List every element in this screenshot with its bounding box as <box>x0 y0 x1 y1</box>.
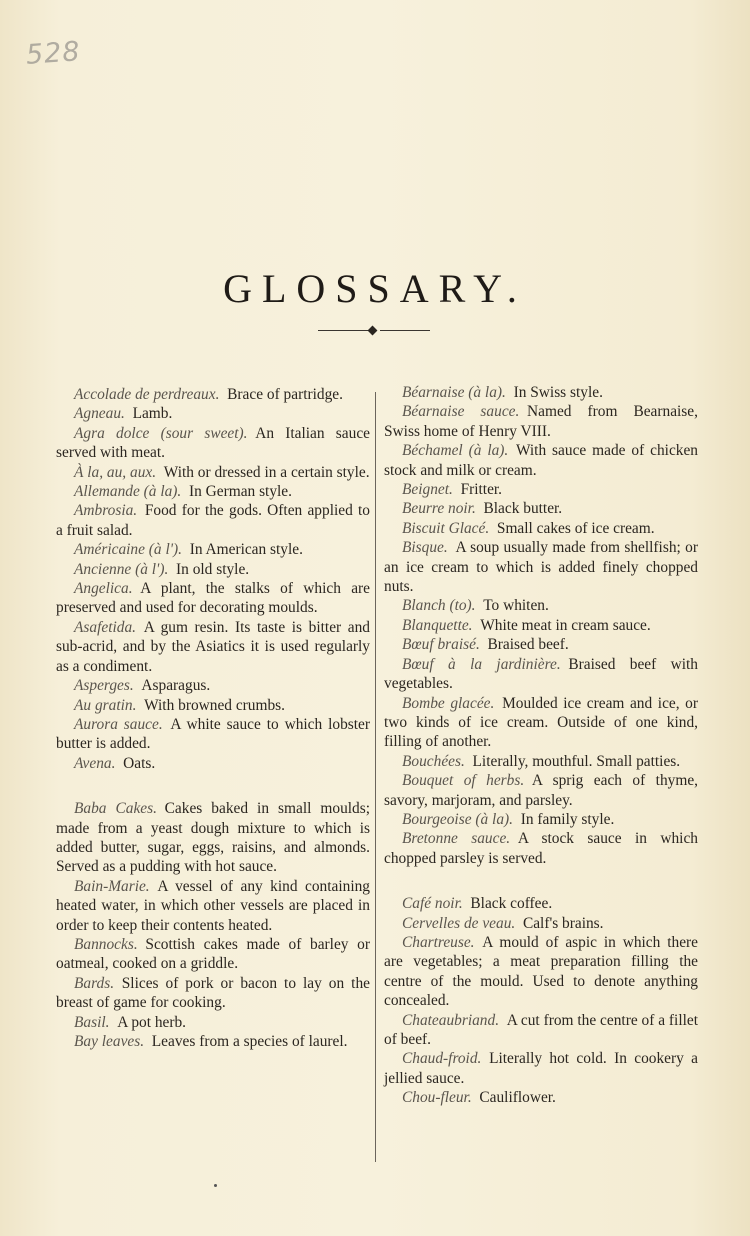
glossary-term: Bannocks. <box>74 935 138 953</box>
glossary-term: Avena. <box>74 754 116 772</box>
column-divider <box>375 392 376 1162</box>
glossary-term: Chaud-froid. <box>402 1050 482 1068</box>
glossary-entry <box>56 385 370 404</box>
glossary-definition: With or dressed in a certain style. <box>163 463 370 481</box>
glossary-entry <box>384 383 698 402</box>
glossary-entry <box>56 676 370 695</box>
glossary-term: Blanch (to). <box>402 597 476 615</box>
section-gap <box>384 868 698 894</box>
glossary-term: Bretonne sauce. <box>402 830 511 848</box>
glossary-term: Basil. <box>74 1013 110 1031</box>
left-section-b <box>56 799 370 1051</box>
glossary-definition: Brace of partridge. <box>227 386 343 403</box>
ornament-line-right <box>380 330 430 331</box>
glossary-definition: With browned crumbs. <box>144 696 285 714</box>
glossary-term: Bouchées. <box>402 752 465 770</box>
glossary-term: Au gratin. <box>74 696 137 714</box>
glossary-entry <box>384 480 698 499</box>
glossary-definition: A vessel of any kind containing heated water, in which other vessels are placed in order to keep their contents heated. <box>56 877 370 934</box>
glossary-term: Béarnaise (à la). <box>402 384 506 401</box>
page-title: GLOSSARY. <box>223 265 527 311</box>
glossary-term: Café noir. <box>402 895 463 913</box>
glossary-term: À la, au, aux. <box>74 463 157 481</box>
glossary-definition: Braised beef. <box>487 636 569 654</box>
glossary-term: Accolade de perdreaux. <box>74 386 220 403</box>
glossary-definition: Fritter. <box>460 481 503 499</box>
ornament-line-left <box>318 330 368 331</box>
glossary-term: Chartreuse. <box>402 933 475 951</box>
glossary-term: Béarnaise sauce. <box>402 403 520 421</box>
glossary-term: Beurre noir. <box>402 500 476 518</box>
glossary-term: Bisque. <box>402 539 448 557</box>
glossary-term: Chateaubriand. <box>402 1011 500 1029</box>
glossary-definition: Calf's brains. <box>522 914 604 932</box>
glossary-entry <box>56 463 370 482</box>
glossary-entry <box>56 618 370 676</box>
glossary-term: Bards. <box>74 974 115 992</box>
glossary-entry <box>56 715 370 754</box>
glossary-term: Cervelles de veau. <box>402 914 516 932</box>
glossary-definition: Leaves from a species of laurel. <box>151 1033 348 1050</box>
glossary-definition: White meat in cream sauce. <box>480 616 651 634</box>
glossary-definition: Asparagus. <box>141 677 211 695</box>
glossary-definition: Food for the gods. Often applied to a fruit salad. <box>56 502 370 539</box>
glossary-entry <box>384 914 698 933</box>
glossary-definition: A pot herb. <box>117 1013 187 1031</box>
glossary-term: Blanquette. <box>402 616 473 634</box>
glossary-entry <box>384 1088 698 1107</box>
glossary-term: Asperges. <box>74 677 134 695</box>
glossary-entry <box>384 538 698 596</box>
right-column <box>384 383 698 1108</box>
glossary-entry <box>384 894 698 913</box>
glossary-definition: In American style. <box>189 541 303 559</box>
glossary-term: Béchamel (à la). <box>402 442 509 460</box>
glossary-definition: A stock sauce in which chopped parsley is served. <box>384 830 698 867</box>
glossary-definition: A soup usually made from shellfish; or an ice cream to which is added finely chopped nuts. <box>384 539 698 596</box>
glossary-entry <box>384 402 698 441</box>
glossary-term: Aurora sauce. <box>74 715 163 733</box>
page-number: 528 <box>24 36 82 71</box>
glossary-entry <box>384 655 698 694</box>
glossary-definition: Black coffee. <box>470 895 553 913</box>
glossary-term: Américaine (à l'). <box>74 541 182 559</box>
glossary-definition: A cut from the centre of a fillet of beef. <box>384 1011 698 1048</box>
glossary-definition: In old style. <box>176 560 250 578</box>
glossary-entry <box>384 596 698 615</box>
glossary-term: Asafetida. <box>74 618 136 636</box>
glossary-definition: Oats. <box>123 754 156 772</box>
glossary-entry <box>384 441 698 480</box>
glossary-entry <box>56 799 370 877</box>
glossary-definition: With sauce made of chicken stock and milk or cream. <box>384 442 698 479</box>
glossary-entry <box>384 635 698 654</box>
glossary-term: Biscuit Glacé. <box>402 519 490 537</box>
glossary-entry <box>384 810 698 829</box>
glossary-term: Baba Cakes. <box>74 800 157 818</box>
glossary-term: Allemande (à la). <box>74 483 182 501</box>
glossary-term: Bœuf à la jardinière. <box>402 655 561 673</box>
glossary-term: Bain-Marie. <box>74 877 150 895</box>
left-section-a <box>56 385 370 773</box>
glossary-entry <box>56 560 370 579</box>
section-gap <box>56 773 370 799</box>
right-section-b <box>384 383 698 868</box>
glossary-term: Agra dolce (sour sweet). <box>74 424 248 442</box>
glossary-definition: Cauliflower. <box>479 1089 556 1107</box>
glossary-definition: Black butter. <box>483 500 563 518</box>
glossary-term: Beignet. <box>402 481 453 499</box>
glossary-entry <box>56 754 370 773</box>
glossary-term: Ancienne (à l'). <box>74 560 169 578</box>
glossary-definition: A white sauce to which lobster butter is added. <box>56 715 370 753</box>
glossary-definition: A gum resin. Its taste is bitter and sub-acrid, and by the Asiatics it is used regularly as a condiment. <box>56 618 370 675</box>
title-ornament <box>318 327 430 335</box>
left-column <box>56 385 370 1051</box>
glossary-term: Bourgeoise (à la). <box>402 810 513 828</box>
glossary-definition: Moulded ice cream and ice, or two kinds of ice cream. Outside of one kind, filling of another. <box>384 694 699 751</box>
glossary-entry <box>56 696 370 715</box>
glossary-definition: To whiten. <box>483 597 549 615</box>
glossary-definition: Small cakes of ice cream. <box>496 519 655 537</box>
glossary-entry <box>384 1049 698 1088</box>
glossary-entry <box>384 519 698 538</box>
glossary-entry <box>56 579 370 618</box>
glossary-term: Ambrosia. <box>74 502 138 520</box>
glossary-definition: A sprig each of thyme, savory, marjoram, and parsley. <box>384 772 698 809</box>
glossary-entry <box>56 974 370 1013</box>
glossary-definition: In German style. <box>188 483 292 501</box>
glossary-definition: An Italian sauce served with meat. <box>56 424 370 462</box>
glossary-entry <box>384 752 698 771</box>
glossary-entry <box>384 499 698 518</box>
glossary-entry <box>384 933 698 1011</box>
glossary-definition: A mould of aspic in which there are vegetables; a meat preparation filling the centre of the mould. Used to denote anything concealed. <box>384 933 698 1010</box>
glossary-entry <box>56 404 370 423</box>
glossary-term: Chou-fleur. <box>402 1089 472 1107</box>
glossary-definition: Braised beef with vegetables. <box>384 655 698 693</box>
glossary-entry <box>56 1032 370 1051</box>
glossary-definition: A plant, the stalks of which are preserved and used for decorating moulds. <box>56 580 370 617</box>
glossary-entry <box>384 616 698 635</box>
glossary-term: Bouquet of herbs. <box>402 772 525 790</box>
glossary-entry <box>56 424 370 463</box>
glossary-entry <box>384 771 698 810</box>
glossary-entry <box>56 501 370 540</box>
glossary-definition: In family style. <box>520 810 615 828</box>
glossary-definition: Cakes baked in small moulds; made from a yeast dough mixture to which is added butter, sugar, eggs, raisins, and almonds. Served as a pudding with hot sauce. <box>56 800 370 876</box>
glossary-entry <box>56 540 370 559</box>
glossary-entry <box>56 877 370 935</box>
glossary-entry <box>56 935 370 974</box>
glossary-term: Agneau. <box>74 405 125 423</box>
glossary-definition: In Swiss style. <box>513 384 603 401</box>
glossary-entry <box>384 694 698 752</box>
glossary-term: Bœuf braisé. <box>402 636 480 654</box>
glossary-term: Bombe glacée. <box>402 694 495 712</box>
printer-mark <box>214 1184 217 1187</box>
right-section-c <box>384 894 698 1107</box>
glossary-definition: Named from Bearnaise, Swiss home of Henry VIII. <box>384 403 698 440</box>
glossary-entry <box>56 482 370 501</box>
glossary-definition: Scottish cakes made of barley or oatmeal, cooked on a griddle. <box>56 935 370 973</box>
glossary-entry <box>384 829 698 868</box>
glossary-term: Bay leaves. <box>74 1033 145 1050</box>
ornament-diamond <box>368 326 378 336</box>
glossary-entry <box>384 1011 698 1050</box>
glossary-definition: Slices of pork or bacon to lay on the breast of game for cooking. <box>56 974 370 1012</box>
glossary-entry <box>56 1013 370 1032</box>
glossary-definition: Lamb. <box>132 405 173 423</box>
glossary-definition: Literally, mouthful. Small patties. <box>472 752 681 770</box>
glossary-definition: Literally hot cold. In cookery a jellied sauce. <box>384 1050 698 1087</box>
glossary-term: Angelica. <box>74 580 133 598</box>
